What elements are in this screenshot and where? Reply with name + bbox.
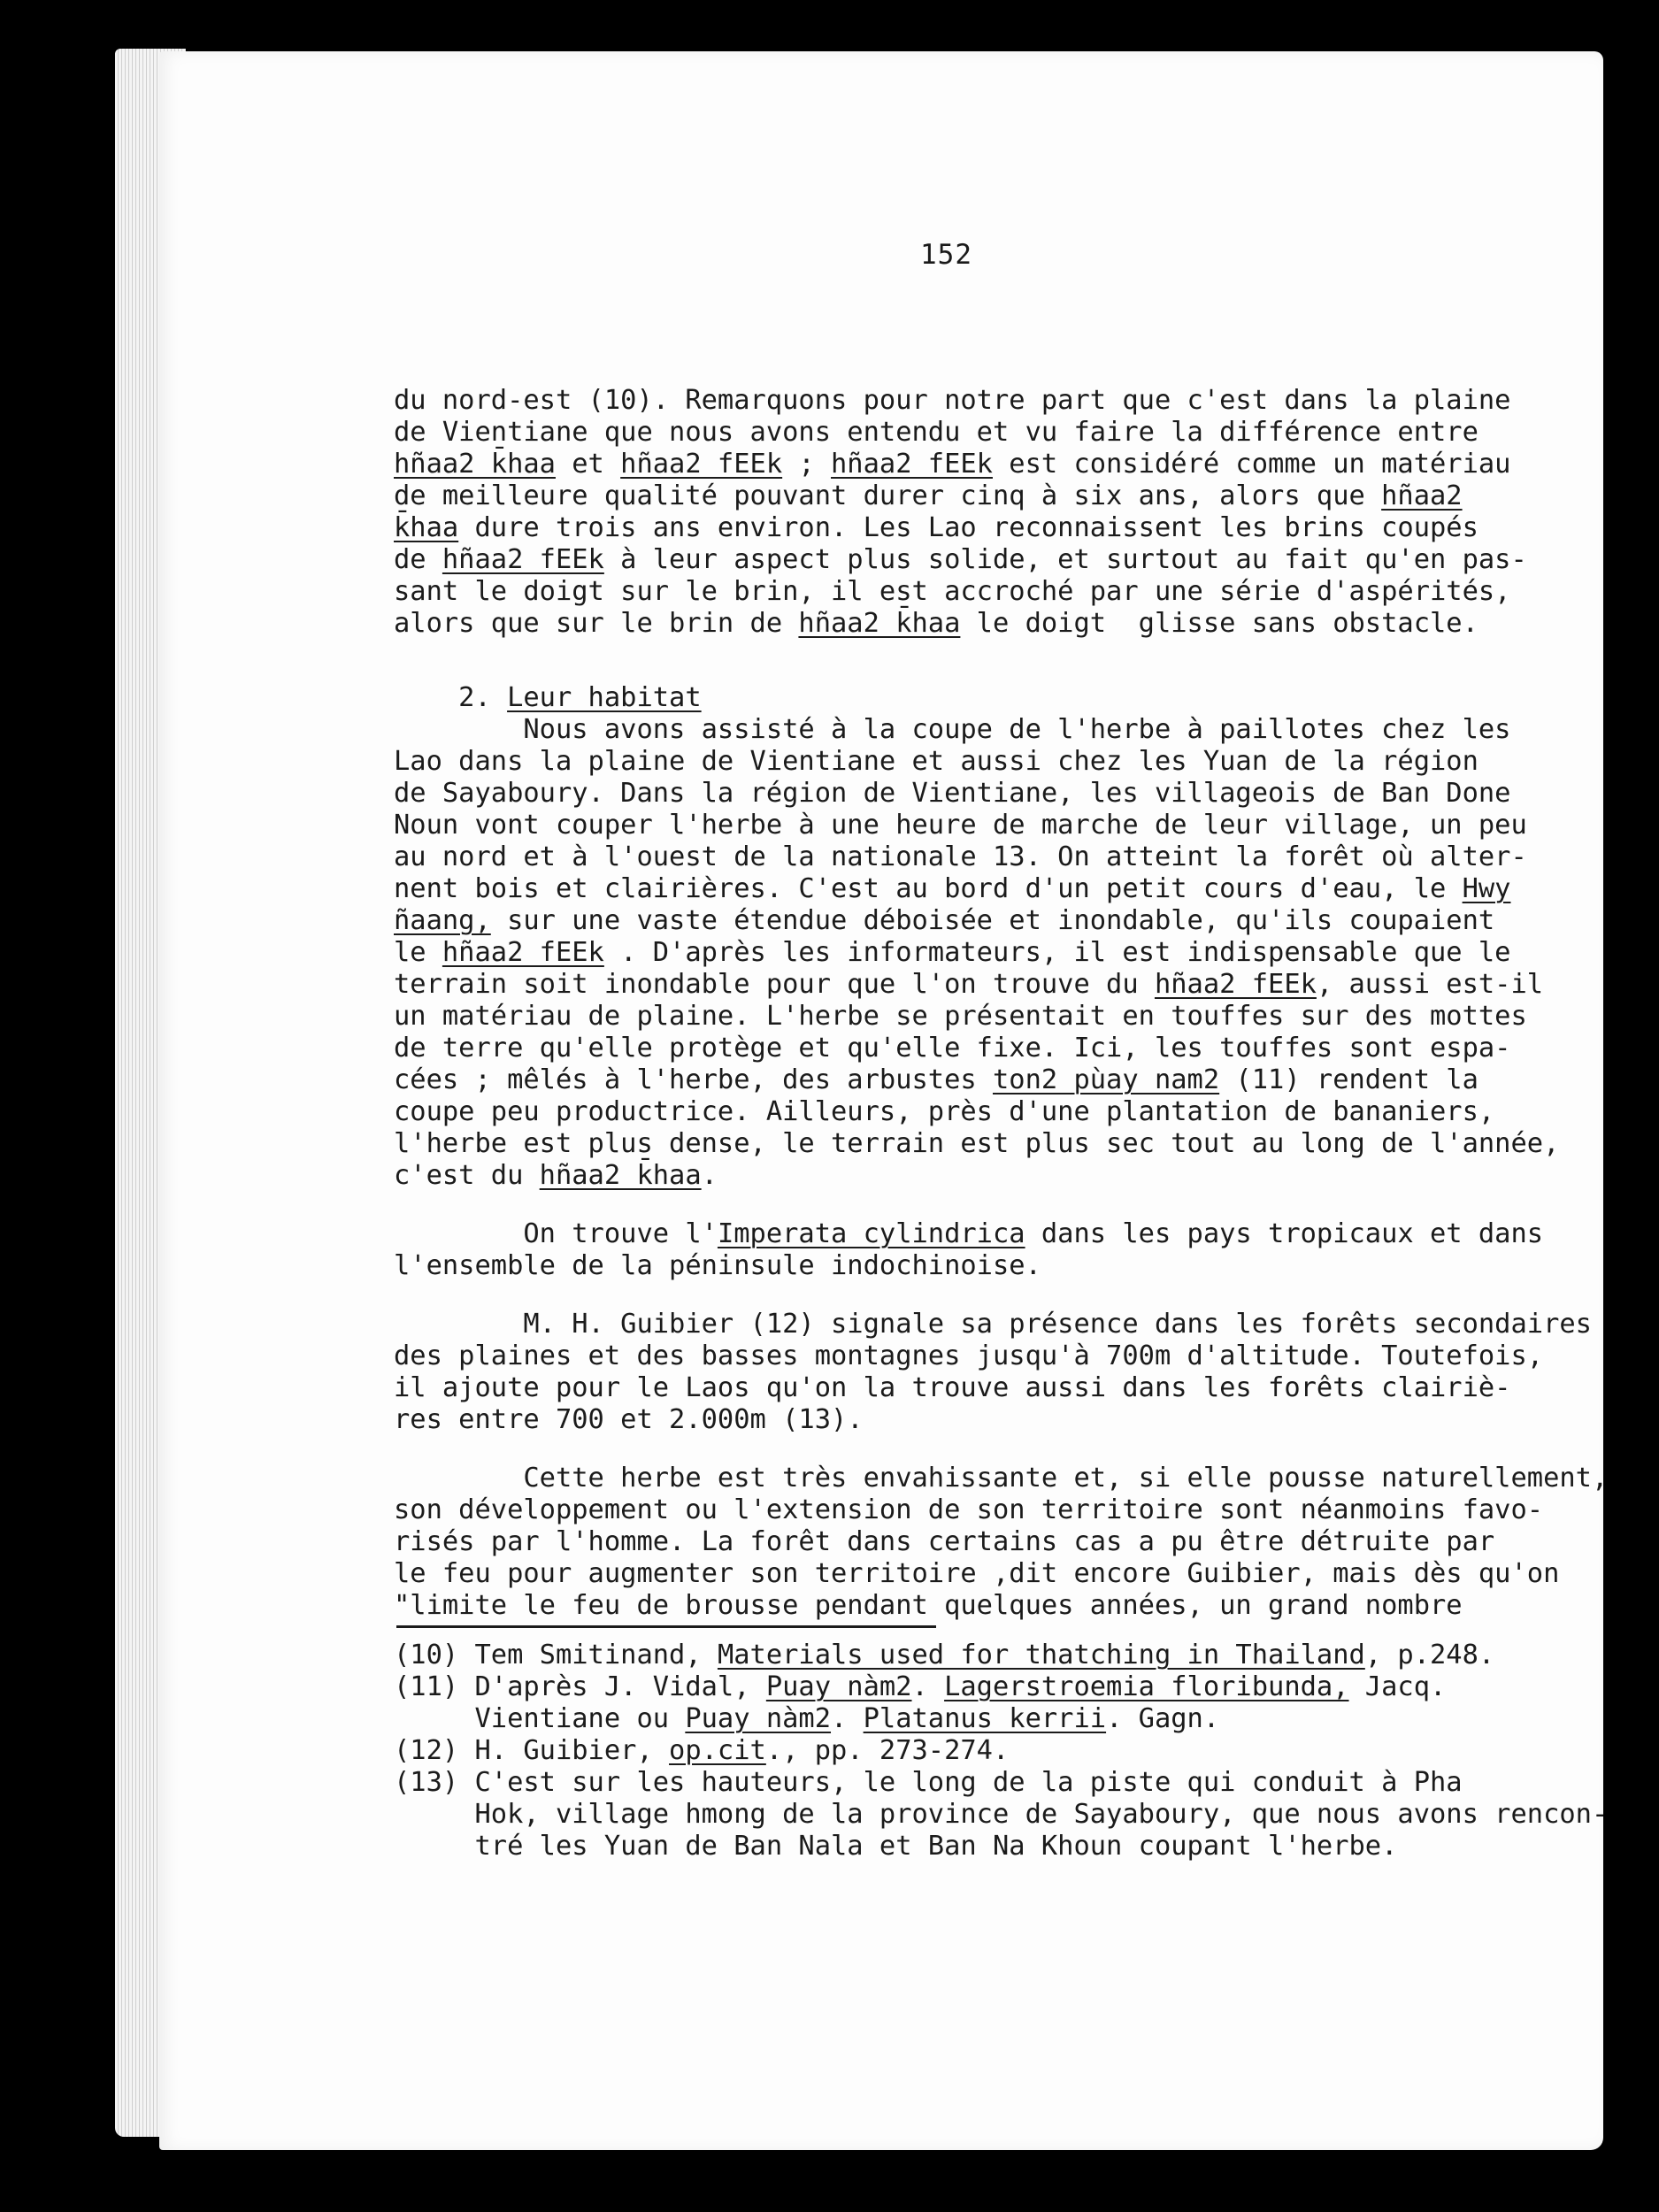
text-line (394, 1463, 1609, 1494)
text-segment: cées ; mêlés à l'herbe, des arbustes (394, 1064, 993, 1095)
underlined-term: hñaa2 k̄haa (798, 608, 961, 639)
text-line (394, 1128, 1560, 1160)
text-line (394, 385, 1544, 417)
text-line (394, 1558, 1560, 1590)
text-segment: risés par l'homme. La forêt dans certains cas a pu être détruite par (394, 1526, 1495, 1557)
text-segment: un matériau de plaine. L'herbe se présentait en touffes sur des mottes (394, 1001, 1527, 1032)
text-line (394, 1096, 1544, 1128)
text-line (394, 512, 1544, 544)
text-segment: c'est du (394, 1160, 540, 1191)
text-segment: il ajoute pour le Laos qu'on la trouve aussi dans les forêts clairiè- (394, 1372, 1511, 1403)
underlined-term: hñaa2 fEEk (442, 937, 604, 968)
text-segment: nent bois et clairières. C'est au bord d'un petit cours d'eau, le (394, 873, 1463, 904)
text-segment: l'herbe est plus dense, le terrain est plus sec tout au long de l'année, (394, 1128, 1560, 1159)
text-segment: . Gagn. (1106, 1703, 1220, 1734)
text-segment: (13) C'est sur les hauteurs, le long de la piste qui conduit à Pha (394, 1767, 1463, 1798)
text-segment: alors que sur le brin de (394, 608, 799, 639)
footnote-separator (396, 1625, 936, 1628)
text-line (394, 1160, 1544, 1192)
text-line (394, 841, 1544, 873)
text-segment: . (911, 1671, 945, 1702)
text-segment: "limite le feu de brousse pendant quelques années, un grand nombre (394, 1590, 1463, 1621)
text-segment: (11) D'après J. Vidal, (394, 1671, 766, 1702)
paragraph-2 (394, 714, 1560, 1192)
paragraph-4 (394, 1309, 1592, 1436)
underlined-term: hñaa2 fEEk (620, 449, 783, 480)
text-line (394, 1404, 1544, 1436)
text-line (394, 417, 1544, 449)
paragraph-1 (394, 385, 1544, 640)
underlined-term: Puay nàm2 (765, 1671, 912, 1702)
text-segment: le feu pour augmenter son territoire ,dit encore Guibier, mais dès qu'on (394, 1558, 1560, 1589)
text-segment: Cette herbe est très envahissante et, si elle pousse naturellement, (394, 1463, 1609, 1494)
text-segment: de Vientiane que nous avons entendu et vu faire la différence entre (394, 417, 1479, 448)
text-segment: . (701, 1160, 718, 1191)
text-segment: terrain soit inondable pour que l'on trouve du (394, 969, 1155, 1000)
text-segment: sant le doigt sur le brin, il est accroché par une série d'aspérités, (394, 576, 1511, 607)
text-segment: dans les pays tropicaux et dans (1025, 1218, 1544, 1249)
text-segment: de terre qu'elle protège et qu'elle fixe. Ici, les touffes sont espa- (394, 1033, 1511, 1064)
text-segment: , aussi est-il (1316, 969, 1544, 1000)
underlined-term: hñaa2 k̄haa (394, 449, 556, 480)
text-line (394, 810, 1544, 841)
text-segment: le doigt glisse sans obstacle. (960, 608, 1479, 639)
text-segment: Nous avons assisté à la coupe de l'herbe à paillotes chez les (394, 714, 1511, 745)
text-line (394, 905, 1544, 937)
text-line (394, 969, 1544, 1001)
text-line (394, 1590, 1544, 1622)
text-segment: Lao dans la plaine de Vientiane et aussi chez les Yuan de la région (394, 746, 1479, 777)
text-segment: , p.248. (1364, 1640, 1495, 1671)
text-segment: 2. (394, 682, 508, 713)
underlined-term: op.cit (669, 1735, 766, 1766)
underlined-term: Leur habitat (507, 682, 702, 713)
text-segment: du nord-est (10). Remarquons pour notre part que c'est dans la plaine (394, 385, 1511, 416)
text-segment: res entre 700 et 2.000m (13). (394, 1404, 864, 1435)
text-line (394, 1250, 1544, 1282)
text-line (394, 1799, 1609, 1831)
text-segment: ; (782, 449, 832, 480)
text-segment: tré les Yuan de Ban Nala et Ban Na Khoun coupant l'herbe. (394, 1831, 1398, 1862)
underlined-term: hñaa2 (1381, 480, 1463, 511)
text-line (394, 449, 1544, 480)
text-line (394, 1001, 1544, 1033)
text-segment: M. H. Guibier (12) signale sa présence dans les forêts secondaires (394, 1309, 1592, 1340)
paragraph-3 (394, 1218, 1544, 1282)
text-segment: son développement ou l'extension de son territoire sont néanmoins favo- (394, 1494, 1544, 1525)
paragraph-5 (394, 1463, 1609, 1622)
text-segment: de Sayaboury. Dans la région de Vientiane, les villageois de Ban Done (394, 778, 1511, 809)
text-line (394, 873, 1544, 905)
underlined-term: Imperata cylindrica (717, 1218, 1025, 1249)
text-segment: (12) H. Guibier, (394, 1735, 670, 1766)
text-segment: Noun vont couper l'herbe à une heure de marche de leur village, un peu (394, 810, 1527, 841)
underlined-term: Materials used for thatching in Thailand (717, 1640, 1365, 1671)
text-line (394, 1703, 1544, 1735)
text-line (394, 746, 1544, 778)
underlined-term: hñaa2 k̄haa (539, 1160, 702, 1191)
text-segment: au nord et à l'ouest de la nationale 13. On atteint la forêt où alter- (394, 841, 1527, 872)
text-segment: (11) rendent la (1219, 1064, 1479, 1095)
section-heading (394, 682, 1544, 714)
underlined-term: hñaa2 fEEk (831, 449, 993, 480)
text-line (394, 778, 1544, 810)
text-line (394, 608, 1544, 640)
text-segment: Hok, village hmong de la province de Sayaboury, que nous avons rencon- (394, 1799, 1609, 1830)
text-line (394, 1340, 1544, 1372)
text-segment: des plaines et des basses montagnes jusqu'à 700m d'altitude. Toutefois, (394, 1340, 1544, 1371)
page-number: 152 (920, 239, 972, 271)
text-segment: . (831, 1703, 864, 1734)
underlined-term: Hwy (1462, 873, 1511, 904)
underlined-term: k̄haa (394, 512, 459, 543)
text-segment: . D'après les informateurs, il est indispensable que le (603, 937, 1511, 968)
text-line (394, 1494, 1544, 1526)
underlined-term: Lagerstroemia floribunda, (944, 1671, 1349, 1702)
underlined-term: hñaa2 fEEk (442, 544, 604, 575)
text-segment: sur une vaste étendue déboisée et inondable, qu'ils coupaient (490, 905, 1495, 936)
text-segment: et (555, 449, 621, 480)
text-line (394, 1526, 1544, 1558)
text-line (394, 1831, 1544, 1863)
text-segment: Jacq. (1348, 1671, 1447, 1702)
text-line (394, 1640, 1544, 1671)
underlined-term: hñaa2 fEEk (1154, 969, 1317, 1000)
text-segment: de (394, 544, 442, 575)
text-segment: le (394, 937, 442, 968)
body-text (394, 385, 1609, 1622)
text-line (394, 1309, 1592, 1340)
text-segment: ., pp. 273-274. (765, 1735, 1010, 1766)
text-segment: On trouve l' (394, 1218, 718, 1249)
text-line (394, 1671, 1544, 1703)
text-segment: à leur aspect plus solide, et surtout au fait qu'en pas- (603, 544, 1527, 575)
text-line (394, 1735, 1544, 1767)
text-line (394, 576, 1544, 608)
text-segment: l'ensemble de la péninsule indochinoise. (394, 1250, 1041, 1281)
underlined-term: Puay nàm2 (685, 1703, 832, 1734)
text-segment: coupe peu productrice. Ailleurs, près d'une plantation de bananiers, (394, 1096, 1495, 1127)
underlined-term: ton2 pùay nam2 (992, 1064, 1220, 1095)
text-line (394, 937, 1544, 969)
text-segment: (10) Tem Smitinand, (394, 1640, 718, 1671)
text-line (394, 682, 1544, 714)
text-line (394, 1064, 1544, 1096)
text-line (394, 544, 1544, 576)
text-line (394, 714, 1544, 746)
underlined-term: ñaang, (394, 905, 491, 936)
text-line (394, 1767, 1544, 1799)
footnotes (394, 1640, 1609, 1863)
text-segment: dure trois ans environ. Les Lao reconnaissent les brins coupés (458, 512, 1479, 543)
text-line (394, 1033, 1544, 1064)
text-line (394, 1372, 1544, 1404)
text-segment: Vientiane ou (394, 1703, 686, 1734)
text-segment: de meilleure qualité pouvant durer cinq à six ans, alors que (394, 480, 1382, 511)
text-line (394, 480, 1544, 512)
text-segment: est considéré comme un matériau (992, 449, 1511, 480)
text-line (394, 1218, 1544, 1250)
underlined-term: Platanus kerrii (863, 1703, 1107, 1734)
